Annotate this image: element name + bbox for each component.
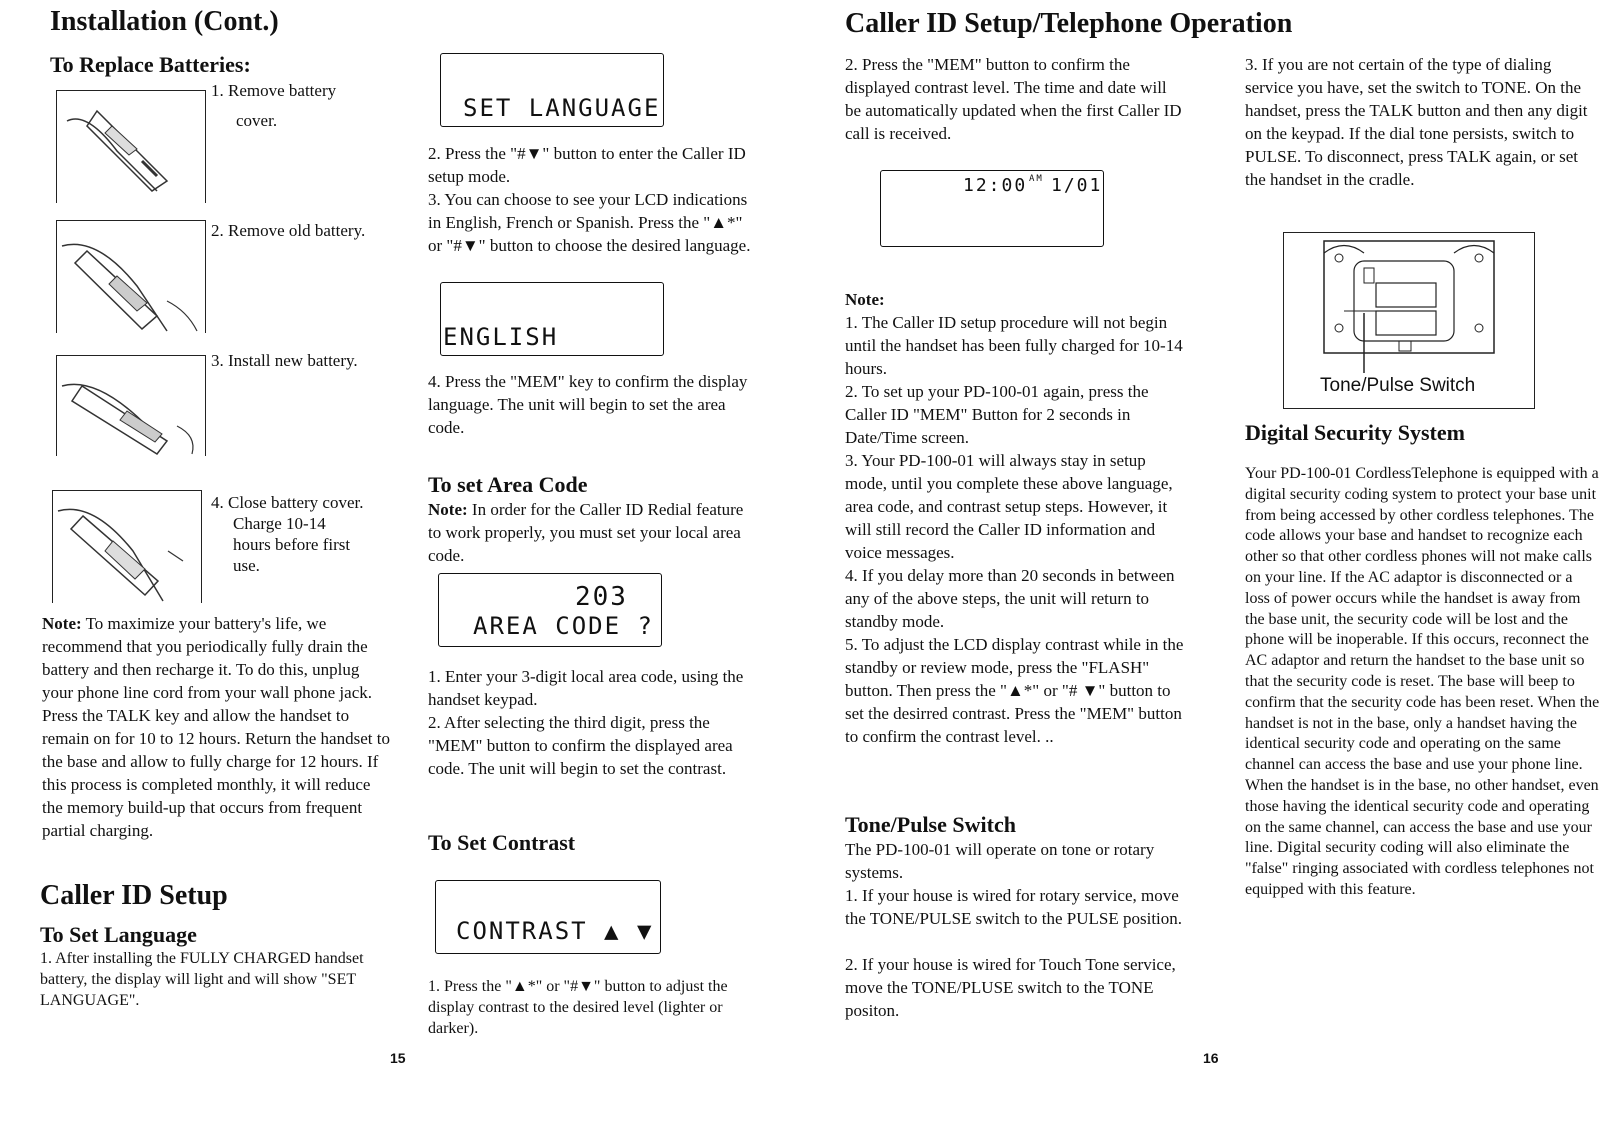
set-language-step-1: 1. After installing the FULLY CHARGED handset battery, the display will light and will show "SET LANGUAGE". [40,950,364,1009]
caller-id-setup-heading: Caller ID Setup [40,880,228,911]
battery-step-2: 2. Remove old battery. [211,221,366,240]
page-title-caller-id-operation: Caller ID Setup/Telephone Operation [845,8,1293,39]
language-step-3: 3. You can choose to see your LCD indications in English, French or Spanish. Press the "▲*" or "#▼" button to choose the desired language. [428,190,751,255]
battery-figure-4 [52,490,202,603]
contrast-step-1: 1. Press the "▲*" or "#▼" button to adjust the display contrast to the desired level (lighter or darker). [428,978,728,1037]
battery-step-1-cont: cover. [236,111,278,130]
tone-pulse-step-2: 2. If your house is wired for Touch Tone service, move the TONE/PLUSE switch to the TONE positon. [845,955,1176,1020]
battery-figure-3 [56,355,206,456]
language-step-4: 4. Press the "MEM" key to confirm the display language. The unit will begin to set the area code. [428,372,748,437]
tone-pulse-step-3: 3. If you are not certain of the type of dialing service you have, set the switch to TONE. On the handset, press the TALK button and then any digit on the keypad. If the dial tone persists, switch to PULSE. To disconnect, press TALK again, or set the handset in the cradle. [1245,55,1588,189]
tone-pulse-figure [1283,232,1535,409]
lcd-time: 12:00 [963,175,1028,196]
lcd-area-code-number: 203 [575,582,628,612]
setup-note-item-1: 1. The Caller ID setup procedure will not begin until the handset has been fully charged for 10-14 hours. [845,313,1183,378]
battery-note: Note: To maximize your battery's life, we recommend that you periodically fully drain the battery and then recharge it. To do this, unplug your phone line cord from your wall phone jack. Press the TALK key and allow the handset to remain on for 10 to 12 hours. Return the handset to the base and allow to fully charge for 12 hours. If this process is completed monthly, it will reduce the memory build-up that occurs from frequent partial charging. [42,614,390,840]
digital-security-text: Your PD-100-01 CordlessTelephone is equipped with a digital security coding system to protect your base unit from being accessed by other cordless telephones. The code allows your base and handset to recognize each other so that other cordless phones will not make calls on your line. If the AC adaptor is disconnected or a loss of power occurs while the handset is away from the base unit, the security code will be lost and the phone will be inoperable. If this occurs, reconnect the AC adaptor and return the handset to the base unit so that the security code is reset. The base will beep to confirm that the security code has been reset. When the handset is not in the base, only a handset having the identical security code and operating on the same channel can access the base and use your phone line. When the handset is in the base, no other handset, even those having the identical security code and operating on the same channel, can access the base and use your line. Digital security coding will also eliminate the "false" ringing associated with cordless telephones not equipped with this feature. [1245,465,1600,898]
battery-figure-2 [56,220,206,333]
base-unit-drawing [1284,233,1534,373]
page-title-installation: Installation (Cont.) [50,6,279,37]
contrast-step-2: 2. Press the "MEM" button to confirm the displayed contrast level. The time and date will be automatically updated when the first Caller ID call is received. [845,55,1182,143]
setup-note-items [845,311,1190,748]
area-code-note: Note: In order for the Caller ID Redial feature to work properly, you must set your local area code. [428,500,744,565]
area-code-step-2: 2. After selecting the third digit, press the "MEM" button to confirm the displayed area code. The unit will begin to set the contrast. [428,713,733,778]
setup-note-item-5: 5. To adjust the LCD display contrast while in the standby or review mode, press the "FLASH" button. Then press the "▲*" or "# ▼" button to set the desirred contrast. Press the "MEM" button to confirm the contrast level. .. [845,635,1184,746]
battery-figure-1 [56,90,206,203]
setup-note-item-3: 3. Your PD-100-01 will always stay in setup mode, until you complete these above language, area code, and contrast setup steps. However, it will still record the Caller ID information and voice messages. [845,451,1173,562]
lcd-set-language [440,53,664,127]
section-heading-replace-batteries: To Replace Batteries: [50,52,251,77]
tone-pulse-step-1: 1. If your house is wired for rotary service, move the TONE/PULSE switch to the PULSE position. [845,886,1183,928]
battery-step-4: 4. Close battery cover. Charge 10-14 hours before first use. [211,493,364,575]
area-code-heading: To set Area Code [428,472,588,497]
digital-security-heading: Digital Security System [1245,420,1465,445]
tone-pulse-heading: Tone/Pulse Switch [845,812,1016,837]
lcd-contrast-text: CONTRAST ▲ ▼ [456,917,654,945]
lcd-area-code [438,573,662,647]
lcd-contrast [435,880,661,954]
area-code-step-1: 1. Enter your 3-digit local area code, using the handset keypad. [428,667,744,709]
contrast-heading: To Set Contrast [428,830,576,855]
setup-note-label: Note: [845,290,885,309]
lcd-date-time [880,170,1104,247]
set-language-heading: To Set Language [40,922,197,947]
language-step-2: 2. Press the "#▼" button to enter the Caller ID setup mode. [428,144,746,186]
battery-step-1: 1. Remove battery [211,81,337,100]
lcd-english [440,282,664,356]
page-number-15: 15 [390,1050,406,1066]
tone-pulse-intro: The PD-100-01 will operate on tone or rotary systems. [845,840,1155,882]
battery-step-3: 3. Install new battery. [211,351,358,370]
setup-note-item-4: 4. If you delay more than 20 seconds in between any of the above steps, the unit will return to standby mode. [845,566,1175,631]
lcd-english-text: ENGLISH [443,323,559,351]
page-number-16: 16 [1203,1050,1219,1066]
lcd-area-code-text: AREA CODE ? [473,612,654,640]
lcd-date: 1/01 [1051,175,1103,196]
lcd-ampm: AM [1029,174,1044,184]
lcd-set-language-text: SET LANGUAGE [463,94,661,122]
tone-pulse-figure-caption: Tone/Pulse Switch [1320,375,1476,396]
setup-note-item-2: 2. To set up your PD-100-01 again, press the Caller ID "MEM" Button for 2 seconds in Date/Time screen. [845,382,1149,447]
